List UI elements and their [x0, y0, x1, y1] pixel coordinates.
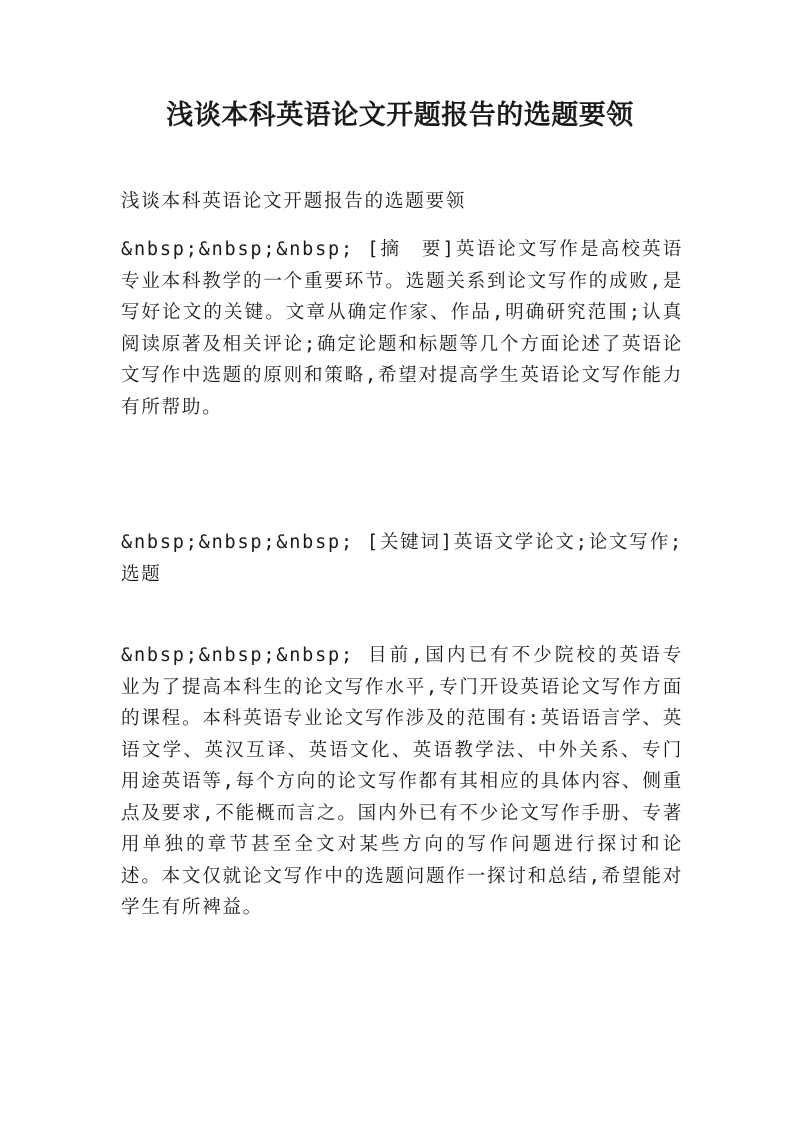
intro-paragraph: &nbsp;&nbsp;&nbsp; 目前,国内已有不少院校的英语专业为了提高本科生的论文写作水平,专门开设英语论文写作方面的课程。本科英语专业论文写作涉及的范围有:英语语言学、英语文学、英汉互译、英语文化、英语教学法、中外关系、专门用途英语等,每个方向的论文写作都有其相应的具体内容、侧重点及要求,不能概而言之。国内外已有不少论文写作手册、专著用单独的章节甚至全文对某些方向的写作问题进行探讨和论述。本文仅就论文写作中的选题问题作一探讨和总结,希望能对学生有所裨益。: [121, 645, 683, 918]
document-subtitle: 浅谈本科英语论文开题报告的选题要领: [121, 191, 467, 212]
keywords-paragraph: &nbsp;&nbsp;&nbsp; [关键词]英语文学论文;论文写作;选题: [121, 532, 683, 585]
abstract-paragraph: &nbsp;&nbsp;&nbsp; [摘 要]英语论文写作是高校英语专业本科教学的一个重要环节。选题关系到论文写作的成败,是写好论文的关键。文章从确定作家、作品,明确研究范围;认真阅读原著及相关评论;确定论题和标题等几个方面论述了英语论文写作中选题的原则和策略,希望对提高学生英语论文写作能力有所帮助。: [121, 239, 683, 418]
document-title: 浅谈本科英语论文开题报告的选题要领: [166, 100, 634, 131]
